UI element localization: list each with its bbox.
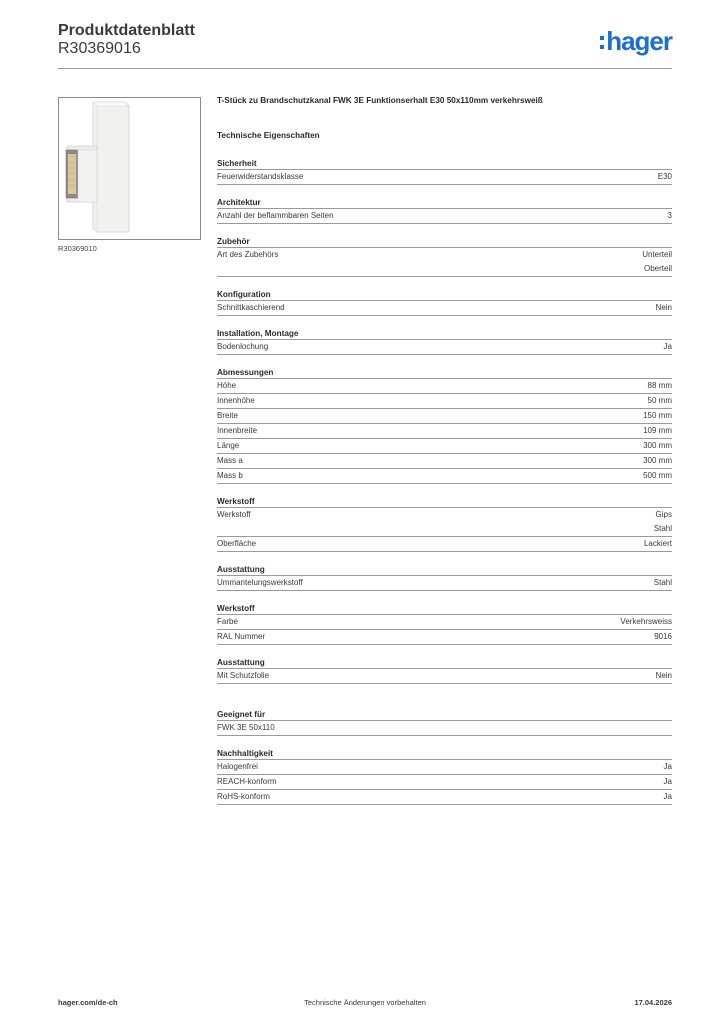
property-label: Höhe	[217, 381, 237, 390]
property-row	[217, 301, 672, 316]
property-value: 500 mm	[643, 471, 672, 480]
property-value: Stahl	[653, 578, 672, 587]
property-value: 50 mm	[647, 396, 672, 405]
section-title: Ausstattung	[217, 656, 672, 669]
property-label: Innenhöhe	[217, 396, 255, 405]
property-row	[217, 576, 672, 591]
property-value: E30	[657, 172, 672, 181]
product-image	[58, 97, 201, 240]
property-section	[217, 327, 672, 355]
logo-text: hager	[606, 26, 672, 56]
page-title: Produktdatenblatt	[58, 22, 195, 39]
property-value-line: Oberteil	[643, 264, 672, 273]
property-label: Breite	[217, 411, 238, 420]
section-title: Sicherheit	[217, 157, 672, 170]
property-row	[217, 790, 672, 805]
product-title: T-Stück zu Brandschutzkanal FWK 3E Funktionserhalt E30 50x110mm verkehrsweiß	[217, 96, 543, 105]
property-value: 300 mm	[643, 441, 672, 450]
footer-website: hager.com/de-ch	[58, 998, 118, 1007]
product-details	[217, 94, 672, 805]
property-value: 300 mm	[643, 456, 672, 465]
page-header	[58, 22, 672, 68]
footer-disclaimer: Technische Änderungen vorbehalten	[304, 998, 426, 1007]
property-label: Feuerwiderstandsklasse	[217, 172, 304, 181]
property-section	[217, 495, 672, 552]
section-title: Werkstoff	[217, 495, 672, 508]
property-label: RoHS-konform	[217, 792, 270, 801]
property-label: Bodenlochung	[217, 342, 269, 351]
property-row	[217, 394, 672, 409]
property-label: Ummantelungswerkstoff	[217, 578, 303, 587]
property-row	[217, 439, 672, 454]
property-section	[217, 656, 672, 684]
property-row	[217, 170, 672, 185]
footer-date: 17.04.2026	[634, 998, 672, 1007]
header-divider	[58, 68, 672, 69]
property-section	[217, 235, 672, 277]
property-value: 9016	[654, 632, 672, 641]
property-section	[217, 157, 672, 185]
property-row	[217, 669, 672, 684]
property-label: Art des Zubehörs	[217, 250, 279, 259]
property-row	[217, 630, 672, 645]
hager-logo	[600, 28, 672, 54]
property-value-line: Stahl	[653, 524, 672, 533]
section-title: Konfiguration	[217, 288, 672, 301]
property-row	[217, 379, 672, 394]
property-label: Halogenfrei	[217, 762, 258, 771]
property-label: Oberfläche	[217, 539, 257, 548]
property-label: Schnittkaschierend	[217, 303, 285, 312]
property-value: 88 mm	[647, 381, 672, 390]
property-section	[217, 708, 672, 736]
property-row	[217, 209, 672, 224]
section-title: Werkstoff	[217, 602, 672, 615]
product-number: R30369016	[58, 40, 141, 57]
property-section	[217, 196, 672, 224]
property-value: 3	[667, 211, 672, 220]
property-value-line: Unterteil	[642, 250, 672, 259]
property-label: Mass a	[217, 456, 243, 465]
property-label: Mass b	[217, 471, 243, 480]
property-section	[217, 747, 672, 805]
logo-dots-icon	[600, 36, 604, 49]
section-title: Ausstattung	[217, 563, 672, 576]
property-row	[217, 248, 672, 277]
property-section	[217, 288, 672, 316]
property-value: 150 mm	[643, 411, 672, 420]
image-caption: R30369010	[58, 244, 97, 253]
t-piece-illustration	[59, 98, 200, 239]
properties-list	[217, 157, 672, 805]
property-section	[217, 563, 672, 591]
property-label: Anzahl der beflammbaren Seiten	[217, 211, 334, 220]
section-title: Zubehör	[217, 235, 672, 248]
property-value	[654, 508, 672, 536]
section-title: Nachhaltigkeit	[217, 747, 672, 760]
section-title: Installation, Montage	[217, 327, 672, 340]
property-label: RAL Nummer	[217, 632, 266, 641]
property-row	[217, 508, 672, 537]
property-row	[217, 615, 672, 630]
property-label: Werkstoff	[217, 510, 251, 519]
property-row	[217, 424, 672, 439]
technical-properties-heading: Technische Eigenschaften	[217, 131, 320, 140]
property-label: Farbe	[217, 617, 238, 626]
property-row	[217, 721, 672, 736]
section-title: Architektur	[217, 196, 672, 209]
property-value: Verkehrsweiss	[620, 617, 672, 626]
property-section	[217, 602, 672, 645]
section-title: Abmessungen	[217, 366, 672, 379]
property-label: Innenbreite	[217, 426, 258, 435]
property-value: Ja	[663, 792, 672, 801]
property-row	[217, 537, 672, 552]
property-value: Ja	[663, 342, 672, 351]
section-title: Geeignet für	[217, 708, 672, 721]
property-section	[217, 366, 672, 484]
property-value: Nein	[655, 671, 672, 680]
property-value: Ja	[663, 762, 672, 771]
property-row	[217, 775, 672, 790]
property-row	[217, 409, 672, 424]
property-label: FWK 3E 50x110	[217, 723, 275, 732]
property-row	[217, 469, 672, 484]
property-label: REACH-konform	[217, 777, 277, 786]
property-label: Länge	[217, 441, 240, 450]
property-value: Lackiert	[643, 539, 672, 548]
property-value: Nein	[655, 303, 672, 312]
property-value: Ja	[663, 777, 672, 786]
property-value: 109 mm	[643, 426, 672, 435]
property-value	[642, 248, 672, 276]
property-row	[217, 340, 672, 355]
property-row	[217, 760, 672, 775]
property-value-line: Gips	[655, 510, 672, 519]
property-row	[217, 454, 672, 469]
property-label: Mit Schutzfolie	[217, 671, 270, 680]
